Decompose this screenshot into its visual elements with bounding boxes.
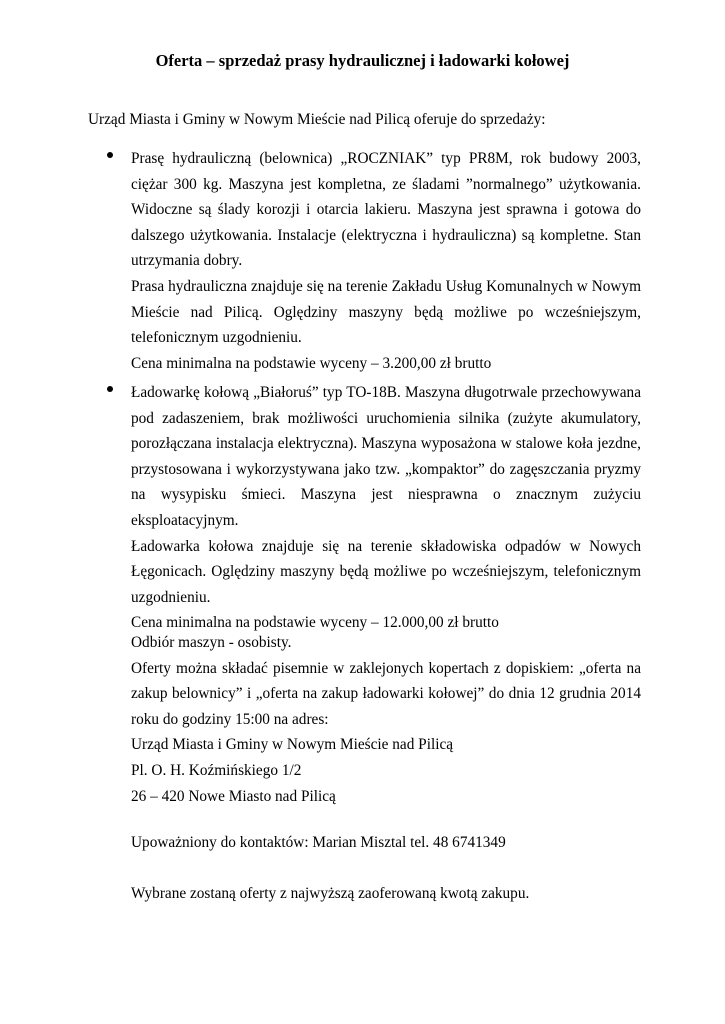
item-price: Cena minimalna na podstawie wyceny – 12.000,00 zł brutto [131, 614, 499, 632]
page-title: Oferta – sprzedaż prasy hydraulicznej i ładowarki kołowej [155, 51, 570, 70]
item-price: Cena minimalna na podstawie wyceny – 3.200,00 zł brutto [131, 354, 492, 372]
submission-text: Oferty można składać pisemnie w zaklejonych kopertach z dopiskiem: „oferta na zakup belownicy” i „oferta na zakup ładowarki kołowej” do dnia 12 grudnia 2014 roku do godziny 15:00 na adres: [131, 659, 641, 728]
pickup-section [131, 630, 641, 809]
item-description: Ładowarkę kołową „Białoruś” typ TO-18B. Maszyna długotrwale przechowywana pod zadaszeniem, brak możliwości uruchomienia silnika (zużyte akumulatory, porozłączana instalacja elektryczna). Maszyna wyposażona w stalowe koła jezdne, przystosowana i wykorzystywana jako tzw. „kompaktor” do zagęszczania pryzmy na wysypisku śmieci. Maszyna jest niesprawna o znacznym zużyciu eksploatacyjnym. [131, 384, 641, 529]
bullet-icon [107, 386, 113, 392]
item-location: Ładowarka kołowa znajduje się na terenie składowiska odpadów w Nowych Łęgonicach. Oględziny maszyny będą możliwe po wcześniejszym, telefonicznym uzgodnieniu. [131, 537, 641, 606]
bullet-icon [107, 152, 113, 158]
intro-text: Urząd Miasta i Gminy w Nowym Mieście nad Pilicą oferuje do sprzedaży: [88, 111, 546, 128]
list-item [131, 146, 641, 376]
address-line-2: Pl. O. H. Koźmińskiego 1/2 [131, 761, 302, 779]
address-line-3: 26 – 420 Nowe Miasto nad Pilicą [131, 787, 336, 805]
list-item [131, 380, 641, 636]
address-line-1: Urząd Miasta i Gminy w Nowym Mieście nad Pilicą [131, 736, 454, 754]
item-location: Prasa hydrauliczna znajduje się na terenie Zakładu Usług Komunalnych w Nowym Mieście nad Pilicą. Oględziny maszyny będą możliwe po wcześniejszym, telefonicznym uzgodnieniu. [131, 277, 641, 347]
contact-text: Upoważniony do kontaktów: Marian Misztal tel. 48 6741349 [131, 834, 506, 851]
pickup-text: Odbiór maszyn - osobisty. [131, 634, 292, 651]
item-description: Prasę hydrauliczną (belownica) „ROCZNIAK” typ PR8M, rok budowy 2003, ciężar 300 kg. Maszyna jest kompletna, ze śladami ”normalnego” użytkowania. Widoczne są ślady korozji i otarcia lakieru. Maszyna jest sprawna i gotowa do dalszego użytkowania. Instalacje (elektryczna i hydrauliczna) są kompletne. Stan utrzymania dobry. [131, 150, 641, 270]
final-note: Wybrane zostaną oferty z najwyższą zaoferowaną kwotą zakupu. [131, 885, 530, 902]
